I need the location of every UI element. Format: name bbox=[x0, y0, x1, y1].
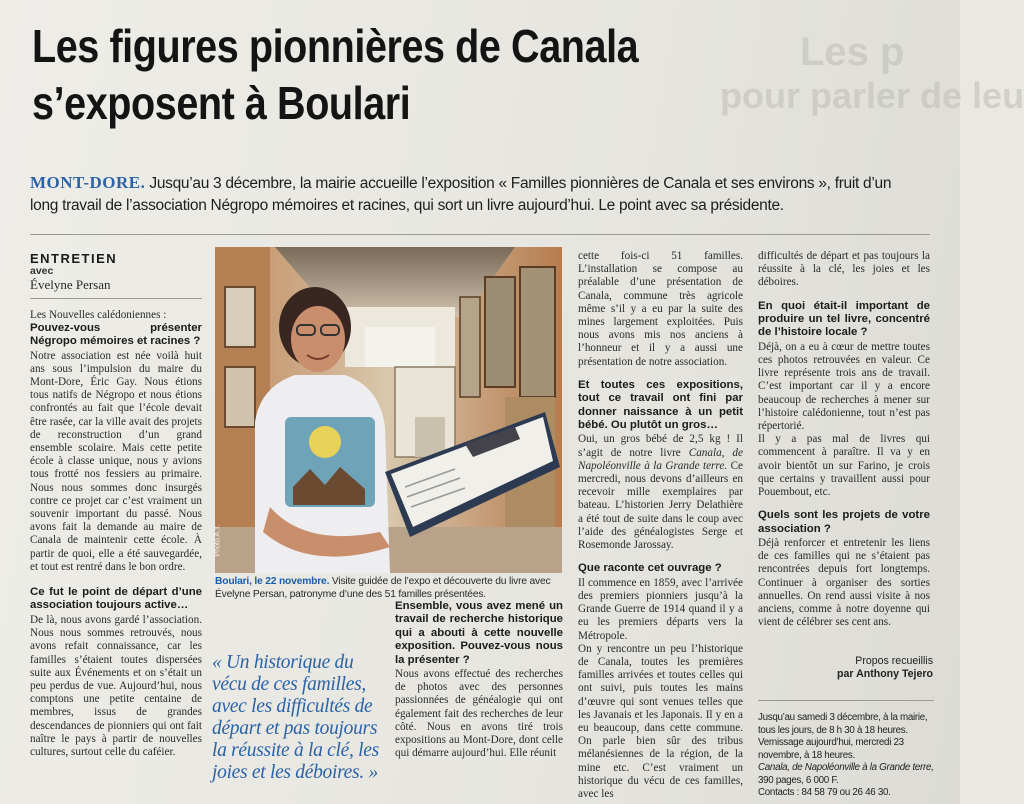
answer-3-continued: cette fois-ci 51 familles. L’installation se compose au préalable d’une présentation de Canala, commune très agricole même s’il y a eu par la suite des mines largement exploitées. Puis nous avons mis nos anciens à l’honneur et il y a aussi une présentation de notre association. bbox=[578, 250, 743, 368]
answer-1: Notre association est née voilà huit ans sous l’impulsion du maire du Mont-Dore, Éric Gay. Nous étions tous natifs de Négropo et nous étions confrontés au fait que l’école devait être rasée, car la ville avait des projets de reconstruction d’un grand ensemble scolaire. Mais cette petite école à classe unique, nous y avions tous frotté nos fessiers au primaire. Nous nous sommes donc insurgés contre ce projet car c’est vraiment un souvenir important du passé. Nous avons fait la demande au maire de Canala de maintenir cette école. À partir de quoi, elle a été sauvegardée, et tout est rentré dans le bon ordre. bbox=[30, 349, 202, 573]
answer-5: Il commence en 1859, avec l’arrivée des premiers pionniers jusqu’à la Grande Guerre de 1914 quand il y a eu les premiers départs vers la Métropole. bbox=[578, 576, 743, 642]
article-photo bbox=[215, 247, 562, 573]
info-contacts: Contacts : 84 58 79 ou 26 46 30. bbox=[758, 787, 891, 798]
question-5: Que raconte cet ouvrage ? bbox=[578, 562, 722, 575]
interviewee-name: Évelyne Persan bbox=[30, 277, 111, 293]
byline-line-1: Propos recueillis bbox=[855, 655, 933, 667]
photo-credit: Photo A.T. bbox=[214, 524, 222, 557]
pull-quote: « Un historique du vécu de ces familles, avec les difficultés de départ et pas toujours la réussite à la clé, les joies et les déboires. » bbox=[212, 652, 379, 783]
column-3 bbox=[578, 250, 743, 801]
question-1: Pouvez-vous présenter Négropo mémoires et racines ? bbox=[30, 321, 202, 348]
answer-7: Déjà renforcer et entretenir les liens de ces familles qui ne s’étaient pas rencontrées depuis fort longtemps. Continuer à organiser des sorties annuelles. On rend aussi visite à nos anciens, comme à notre doyenne qui vient de célébrer ses cent ans. bbox=[758, 537, 930, 629]
answer-6-b: Il y a pas mal de livres qui commencent à paraître. Il va y en avoir bientôt un sur Farino, je crois que certains y travaillent aussi pour Pouembout, etc. bbox=[758, 433, 930, 499]
lede-location: MONT-DORE. bbox=[30, 173, 146, 192]
lede-divider bbox=[30, 234, 930, 235]
question-4: Et toutes ces expositions, tout ce travail ont fini par donner naissance à un petit bébé. Ou plutôt un gros… bbox=[578, 378, 743, 432]
question-7: Quels sont les projets de votre association ? bbox=[758, 509, 930, 535]
answer-3: Nous avons effectué des recherches de photos avec des personnes passionnées de généalogie qui ont également fait des recherches de leur côté. Nous en avons tiré trois expositions au Mont-Dore, dont celle qui démarre aujourd’hui. Elle réunit bbox=[395, 668, 563, 760]
headline bbox=[32, 18, 638, 132]
caption-text: Visite guidée de l’expo et découverte du livre avec Évelyne Persan, patronyme d’une des 51 familles présentées. bbox=[215, 576, 551, 600]
lede-text: Jusqu’au 3 décembre, la mairie accueille l’exposition « Familles pionnières de Canala et ses environs », fruit d’un long travail de l’association Négropo mémoires et racines, qui sort un livre aujourd’hui. Le point avec sa présidente. bbox=[30, 175, 892, 214]
lede bbox=[30, 172, 910, 217]
column-4 bbox=[758, 250, 930, 630]
book-title: Canala, de Napoléonville à la Grande terre. bbox=[578, 446, 743, 472]
answer-6: Déjà, on a eu à cœur de mettre toutes ces photos retrouvées en valeur. Ce livre représente trois ans de travail. C’est important car il y a encore beaucoup de recherches à mener sur l’histoire calédonienne, tout n’est pas répertorié. bbox=[758, 340, 930, 433]
info-vernissage: Vernissage aujourd’hui, mercredi 23 novembre, à 18 heures. bbox=[758, 737, 904, 761]
byline-author: par Anthony Tejero bbox=[837, 668, 933, 680]
intro-label: Les Nouvelles calédoniennes : bbox=[30, 308, 167, 321]
answer-5-b: On y rencontre un peu l’historique de Canala, toutes les premières familles arrivées et toutes celles qui ont suivi, puis toutes les mains d’œuvre qui sont venues telles que les Javanais et les Japonais. Il y en a eu beaucoup, dans cette commune. On parle bien sûr des tribus mélanésiennes de la région, de la mine etc. C’est vraiment un historique du vécu de ces familles, avec les bbox=[578, 642, 743, 800]
answer-2: De là, nous avons gardé l’association. Nous nous sommes retrouvés, nous avons refait connaissance, car les familles s’étaient toutes dispersées suite aux Événements et on s’était un peu perdus de vue. Aujourd’hui, nous comptons une petite centaine de membres, issus de grandes descendances de pionniers qui ont fait naître le pays à partir de nouvelles cultures, surtout celle du caféier. bbox=[30, 613, 202, 758]
caption-lead: Boulari, le 22 novembre. bbox=[215, 576, 330, 587]
column-1 bbox=[30, 252, 202, 759]
adjacent-article-heading: Les p pour parler de leu bbox=[720, 30, 1024, 116]
photo-caption bbox=[215, 575, 565, 601]
byline bbox=[758, 655, 933, 681]
interview-with: avec bbox=[30, 265, 54, 278]
info-book: Canala, de Napoléonville à la Grande terre, 390 pages, 6 000 F. bbox=[758, 762, 934, 786]
photo-illustration bbox=[215, 247, 562, 573]
practical-info bbox=[758, 712, 938, 800]
column-2 bbox=[395, 600, 563, 760]
info-divider bbox=[758, 700, 934, 701]
interview-kicker: ENTRETIEN bbox=[30, 251, 118, 266]
kicker-divider bbox=[30, 298, 202, 299]
answer-4: Oui, un gros bébé de 2,5 kg ! Il s’agit de notre livre Canala, de Napoléonville à la Grande terre. Ce mercredi, nous devons d’ailleurs en recevoir mille exemplaires par bateau. L’historien Jerry Delathière a été tout de suite dans le coup avec l’aide des généalogistes Serge et Rosemonde Jarossay. bbox=[578, 433, 743, 552]
answer-5-continued: difficultés de départ et pas toujours la réussite à la clé, les joies et les déboires. bbox=[758, 250, 930, 289]
headline-line-1: Les figures pionnières de Canala bbox=[32, 20, 639, 72]
headline-line-2: s’exposent à Boulari bbox=[32, 77, 411, 129]
question-3: Ensemble, vous avez mené un travail de recherche historique qui a abouti à cette nouvelle exposition. Pouvez-vous nous la présenter ? bbox=[395, 600, 563, 666]
question-2: Ce fut le point de départ d’une association toujours active… bbox=[30, 586, 202, 612]
info-dates: Jusqu’au samedi 3 décembre, à la mairie, tous les jours, de 8 h 30 à 18 heures. bbox=[758, 712, 928, 736]
question-6: En quoi était-il important de produire un tel livre, concentré de l’histoire locale ? bbox=[758, 299, 930, 339]
